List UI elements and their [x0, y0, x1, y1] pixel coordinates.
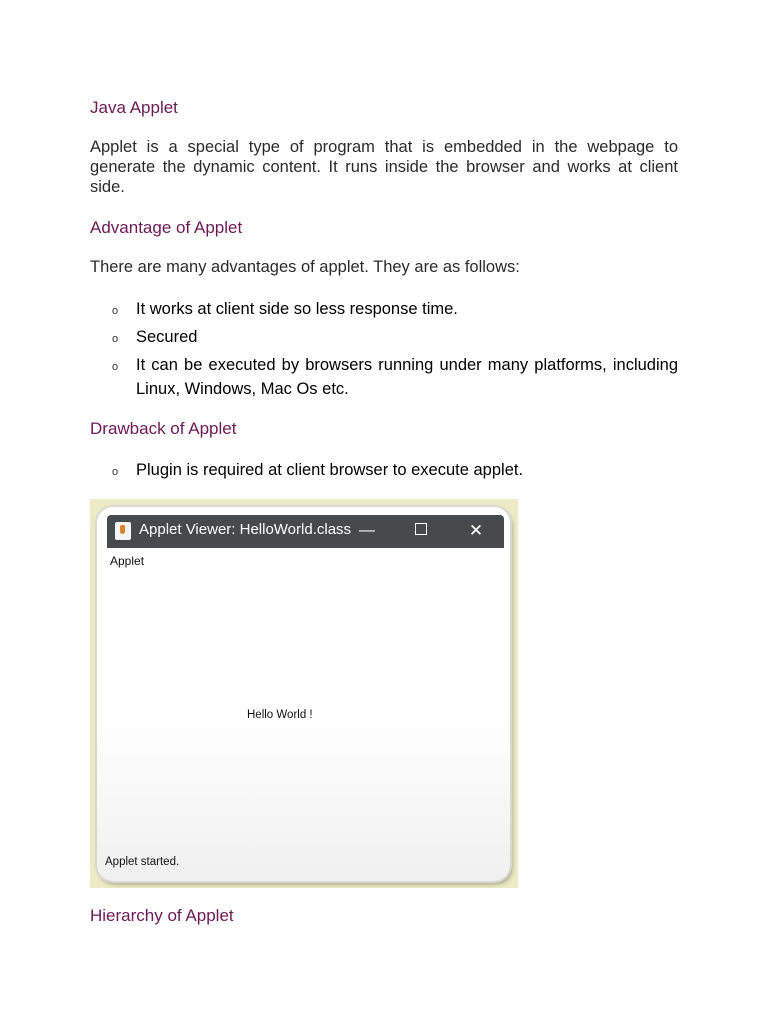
maximize-button[interactable] — [410, 520, 432, 542]
minimize-button[interactable]: — — [359, 522, 375, 539]
list-item-text: Plugin is required at client browser to execute applet. — [136, 461, 524, 479]
applet-output-text: Hello World ! — [247, 709, 313, 721]
maximize-icon — [415, 523, 427, 535]
list-item-text: It works at client side so less response time. — [136, 300, 458, 318]
list-item — [90, 325, 678, 349]
advantage-intro: There are many advantages of applet. They are as follows: — [90, 258, 520, 276]
heading-advantage: Advantage of Applet — [90, 218, 243, 237]
heading-drawback: Drawback of Applet — [90, 419, 237, 438]
menu-applet[interactable]: Applet — [110, 554, 145, 568]
heading-java-applet: Java Applet — [90, 98, 178, 117]
list-item — [90, 297, 678, 321]
java-app-icon — [115, 522, 131, 540]
bullet-circle-icon: o — [112, 305, 119, 317]
close-button[interactable]: ✕ — [468, 521, 484, 540]
window-title: Applet Viewer: HelloWorld.class — [139, 521, 352, 538]
window-titlebar — [107, 515, 504, 548]
list-item-text: Secured — [136, 328, 198, 346]
advantage-list — [90, 297, 678, 405]
list-item-text: It can be executed by browsers running under many platforms, including Linux, Windows, Mac Os etc. — [136, 356, 678, 398]
bullet-circle-icon: o — [112, 361, 119, 373]
heading-hierarchy: Hierarchy of Applet — [90, 906, 234, 925]
drawback-list — [90, 458, 678, 486]
status-bar-text: Applet started. — [105, 856, 180, 868]
bullet-circle-icon: o — [112, 333, 119, 345]
applet-viewer-screenshot — [90, 499, 518, 888]
intro-paragraph: Applet is a special type of program that is embedded in the webpage to generate the dynamic content. It runs inside the browser and works at client side. — [90, 138, 678, 196]
applet-viewer-window — [97, 507, 510, 881]
list-item — [90, 458, 678, 482]
list-item — [90, 353, 678, 401]
bullet-circle-icon: o — [112, 466, 119, 478]
